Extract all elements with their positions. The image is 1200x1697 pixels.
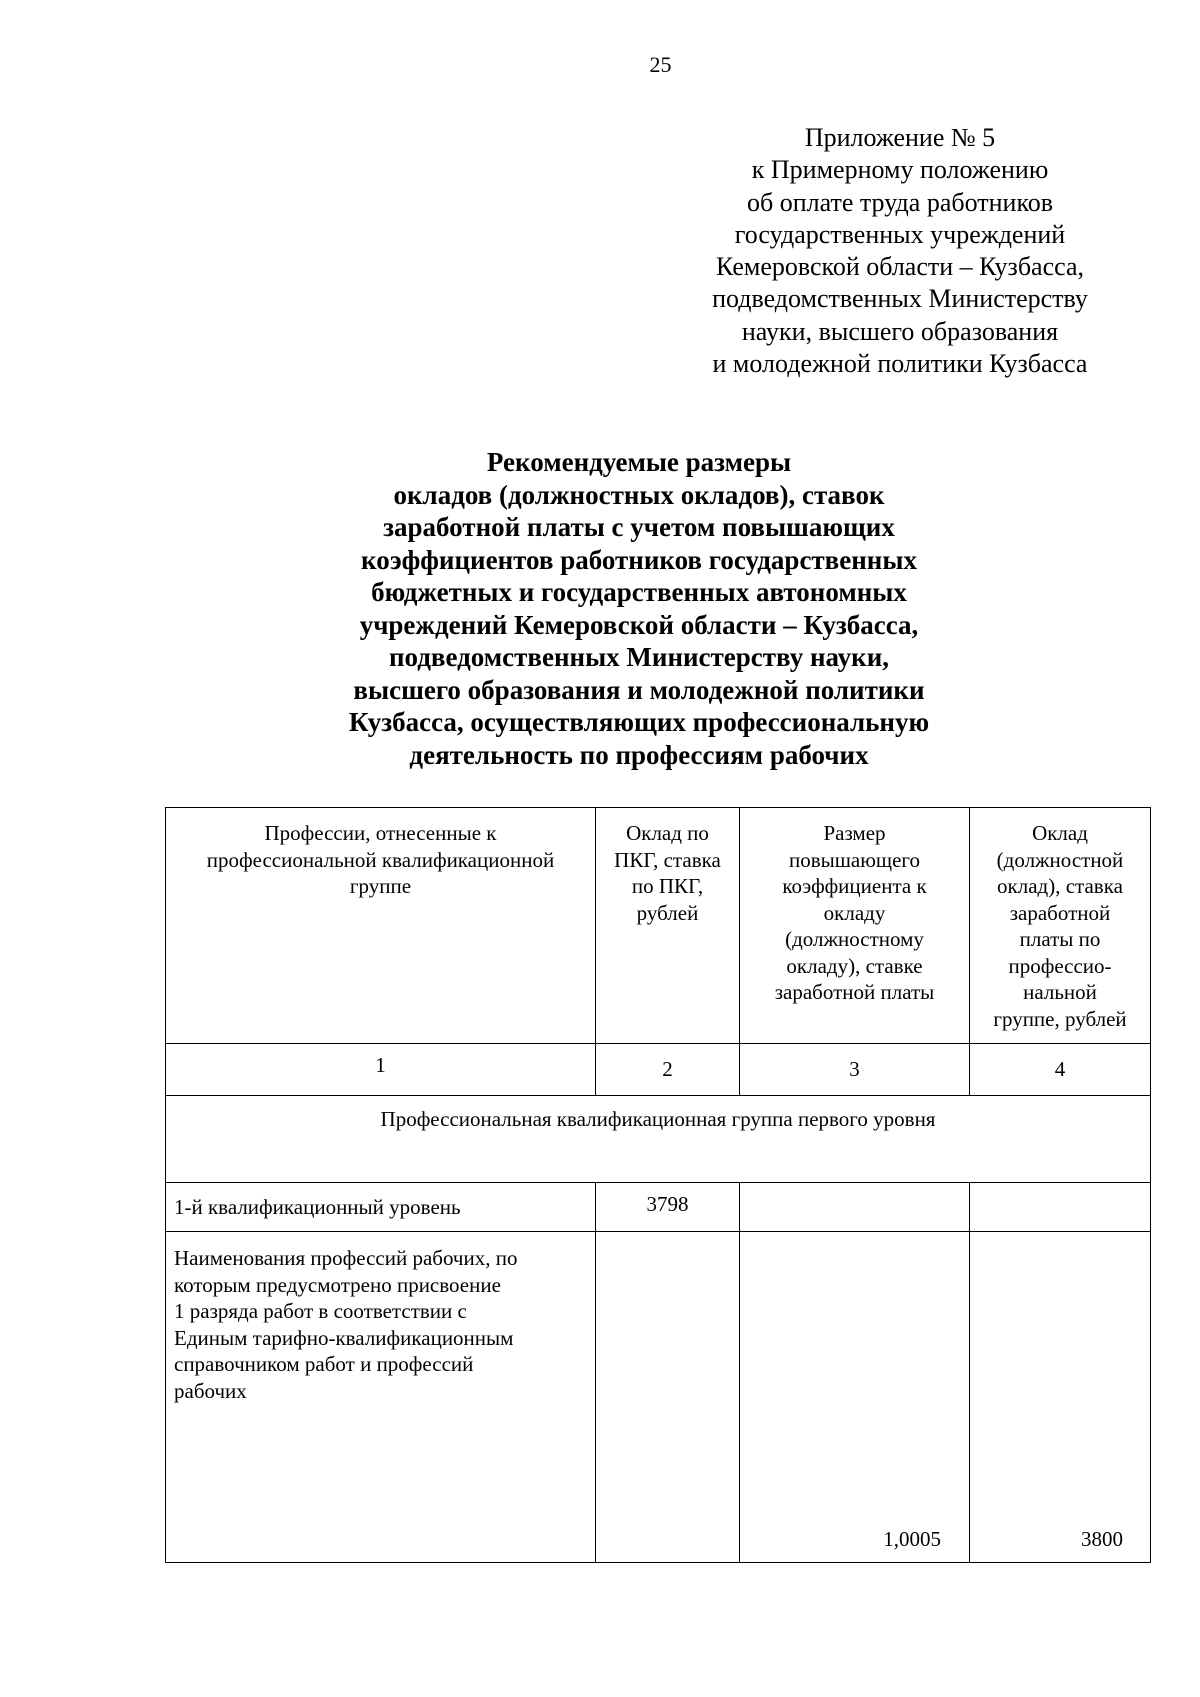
header-line: профессиональной квалификационной bbox=[206, 847, 555, 872]
profession-name-cell bbox=[166, 1232, 596, 1563]
title-line: Рекомендуемые размеры bbox=[486, 447, 792, 477]
group-title-cell: Профессиональная квалификационная группа первого уровня bbox=[166, 1096, 1151, 1183]
header-line: окладу), ставке bbox=[786, 953, 923, 978]
title-line: коэффициентов работников государственных bbox=[361, 544, 917, 575]
header-line: заработной bbox=[1009, 900, 1111, 925]
title-line: заработной платы с учетом повышающих bbox=[383, 512, 895, 542]
header-cell-pkg-salary bbox=[596, 808, 740, 1044]
header-line: Размер bbox=[823, 821, 886, 845]
document-title bbox=[239, 446, 1039, 771]
table-row bbox=[166, 1183, 1151, 1232]
appendix-header bbox=[670, 122, 1130, 380]
header-line: оклад), ставка bbox=[997, 874, 1123, 898]
profession-coefficient-cell bbox=[740, 1232, 970, 1563]
level-group-salary-cell bbox=[970, 1183, 1151, 1232]
header-line: заработной платы bbox=[774, 980, 935, 1004]
title-line: деятельность по профессиям рабочих bbox=[409, 739, 869, 770]
header-line: по ПКГ, bbox=[631, 874, 704, 898]
column-number-cell: 4 bbox=[970, 1044, 1151, 1096]
header-line: платы по bbox=[1019, 927, 1101, 951]
profession-line: Единым тарифно-квалификационным bbox=[174, 1325, 514, 1350]
title-line: окладов (должностных окладов), ставок bbox=[393, 479, 885, 510]
header-cell-coefficient bbox=[740, 808, 970, 1044]
level-salary-cell: 3798 bbox=[596, 1183, 740, 1232]
header-line: группе bbox=[349, 874, 412, 898]
appendix-line: подведомственных Министерству bbox=[712, 284, 1088, 314]
appendix-line: об оплате труда работников bbox=[746, 187, 1054, 217]
title-line: учреждений Кемеровской области – Кузбасса, bbox=[359, 609, 919, 640]
column-number-row bbox=[166, 1044, 1151, 1096]
header-line: повышающего bbox=[788, 847, 921, 872]
group-salary-value: 3800 bbox=[1081, 1526, 1123, 1551]
header-line: (должностной bbox=[996, 847, 1124, 872]
title-line: высшего образования и молодежной политики bbox=[353, 674, 925, 705]
page-number: 25 bbox=[649, 52, 672, 77]
header-line: рублей bbox=[636, 900, 699, 925]
header-line: ПКГ, ставка bbox=[614, 847, 721, 872]
level-name-cell: 1-й квалификационный уровень bbox=[166, 1183, 596, 1232]
profession-group-salary-cell bbox=[970, 1232, 1151, 1563]
appendix-line: науки, высшего образования bbox=[741, 316, 1059, 346]
column-number-cell: 2 bbox=[596, 1044, 740, 1096]
header-cell-group-salary bbox=[970, 808, 1151, 1044]
title-line: Кузбасса, осуществляющих профессиональную bbox=[348, 707, 930, 737]
header-line: Оклад bbox=[1032, 821, 1088, 845]
header-line: (должностному bbox=[785, 927, 924, 951]
appendix-line: и молодежной политики Кузбасса bbox=[712, 349, 1088, 379]
table-header-row bbox=[166, 808, 1151, 1044]
profession-line: Наименования профессий рабочих, по bbox=[174, 1246, 518, 1270]
header-line: группе, рублей bbox=[993, 1006, 1127, 1031]
group-title-row bbox=[166, 1096, 1151, 1183]
appendix-line: Кемеровской области – Кузбасса, bbox=[715, 252, 1085, 282]
header-line: Профессии, отнесенные к bbox=[264, 821, 497, 845]
profession-salary-cell bbox=[596, 1232, 740, 1563]
profession-line: рабочих bbox=[174, 1378, 247, 1403]
header-line: коэффициента к bbox=[782, 874, 927, 898]
appendix-line: Приложение № 5 bbox=[804, 123, 996, 152]
column-number-cell: 3 bbox=[740, 1044, 970, 1096]
salary-table bbox=[165, 807, 1151, 1563]
header-cell-professions bbox=[166, 808, 596, 1044]
level-coefficient-cell bbox=[740, 1183, 970, 1232]
profession-line: которым предусмотрено присвоение bbox=[174, 1272, 501, 1297]
appendix-line: к Примерному положению bbox=[751, 155, 1049, 185]
header-line: окладу bbox=[823, 900, 886, 925]
header-line: Оклад по bbox=[626, 821, 709, 845]
profession-line: 1 разряда работ в соответствии с bbox=[174, 1299, 467, 1323]
profession-line: справочником работ и профессий bbox=[174, 1352, 474, 1376]
appendix-line: государственных учреждений bbox=[734, 219, 1066, 249]
table-row bbox=[166, 1232, 1151, 1563]
header-line: нальной bbox=[1023, 980, 1097, 1004]
header-line: профессио- bbox=[1008, 953, 1112, 978]
coefficient-value: 1,0005 bbox=[883, 1526, 941, 1551]
title-line: подведомственных Министерству науки, bbox=[388, 642, 890, 672]
column-number-cell: 1 bbox=[166, 1044, 596, 1096]
title-line: бюджетных и государственных автономных bbox=[371, 577, 907, 607]
